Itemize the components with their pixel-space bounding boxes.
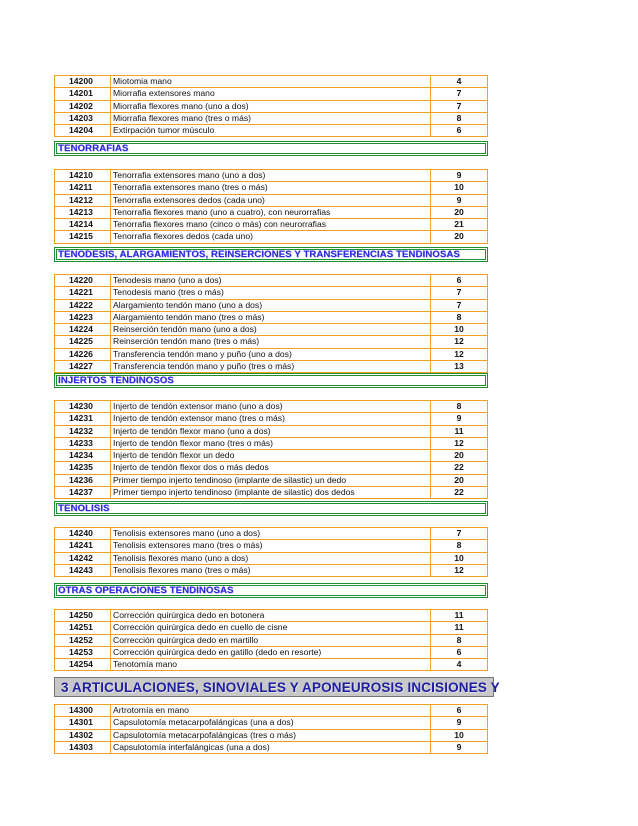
procedure-value: 8 (456, 311, 462, 322)
procedure-code: 14250 (55, 610, 111, 621)
procedure-table (54, 274, 488, 373)
procedure-description: Injerto de tendón flexor mano (tres o más) (111, 438, 431, 449)
procedure-description: Tenolisis flexores mano (tres o más) (111, 565, 431, 576)
table-row (55, 230, 487, 242)
procedure-value: 4 (456, 659, 462, 670)
section-header (54, 501, 488, 516)
procedure-description: Tenorrafia flexores mano (uno a cuatro), con neurorrafias (111, 207, 431, 218)
section-header (54, 583, 488, 598)
table-row (55, 275, 487, 286)
table-row (55, 124, 487, 136)
procedure-code: 14300 (55, 705, 111, 716)
table-row (55, 610, 487, 621)
procedure-table (54, 609, 488, 671)
table-row (55, 425, 487, 437)
procedure-value: 10 (454, 552, 464, 563)
procedure-description: Primer tiempo injerto tendinoso (implante de silastic) un dedo (111, 475, 431, 486)
procedure-value: 12 (454, 437, 464, 448)
section-title: TENOLISIS (58, 503, 110, 514)
table-row (55, 716, 487, 728)
table-row (55, 311, 487, 323)
procedure-table (54, 400, 488, 499)
procedure-code: 14204 (55, 125, 111, 136)
procedure-description: Tenorrafia flexores dedos (cada uno) (111, 231, 431, 242)
table-row (55, 323, 487, 335)
procedure-code: 14222 (55, 300, 111, 311)
procedure-code: 14214 (55, 219, 111, 230)
procedure-value: 20 (454, 450, 464, 461)
procedure-value: 7 (456, 299, 462, 310)
procedure-value: 6 (456, 705, 462, 715)
procedure-description: Alargamiento tendón mano (tres o más) (111, 312, 431, 323)
procedure-code: 14220 (55, 275, 111, 286)
procedure-code: 14225 (55, 336, 111, 347)
procedure-value: 9 (456, 194, 462, 205)
procedure-value: 8 (456, 401, 462, 411)
procedure-code: 14223 (55, 312, 111, 323)
table-row (55, 401, 487, 412)
section-title: 3 ARTICULACIONES, SINOVIALES Y APONEUROSIS INCISIONES Y (61, 680, 500, 695)
procedure-value: 12 (454, 348, 464, 359)
table-row (55, 437, 487, 449)
procedure-code: 14236 (55, 475, 111, 486)
table-row (55, 658, 487, 670)
procedure-code: 14234 (55, 450, 111, 461)
procedure-value: 9 (456, 413, 462, 424)
table-row (55, 335, 487, 347)
procedure-description: Miorrafia flexores mano (uno a dos) (111, 101, 431, 112)
procedure-code: 14211 (55, 182, 111, 193)
procedure-description: Miorrafia extensores mano (111, 88, 431, 99)
table-row (55, 646, 487, 658)
procedure-code: 14301 (55, 717, 111, 728)
procedure-code: 14200 (55, 76, 111, 87)
procedure-value: 20 (454, 206, 464, 217)
table-row (55, 218, 487, 230)
procedure-value: 22 (454, 462, 464, 473)
table-row (55, 461, 487, 473)
section-title: TENODESIS, ALARGAMIENTOS, REINSERCIONES Y TRANSFERENCIAS TENDINOSAS (58, 249, 460, 260)
procedure-description: Injerto de tendón extensor mano (uno a dos) (111, 401, 431, 412)
table-row (55, 552, 487, 564)
table-row (55, 474, 487, 486)
section-title: INJERTOS TENDINOSOS (58, 375, 174, 386)
procedure-description: Tenotomía mano (111, 659, 431, 670)
procedure-description: Tenorrafia extensores mano (uno a dos) (111, 170, 431, 181)
section-header (54, 677, 500, 697)
procedure-code: 14240 (55, 528, 111, 539)
procedure-description: Injerto de tendón flexor dos o más dedos (111, 462, 431, 473)
table-row (55, 194, 487, 206)
procedure-description: Tenolisis flexores mano (uno a dos) (111, 553, 431, 564)
procedure-description: Transferencia tendón mano y puño (tres o más) (111, 361, 431, 372)
procedure-table (54, 704, 488, 754)
table-row (55, 621, 487, 633)
table-row (55, 181, 487, 193)
table-row (55, 539, 487, 551)
procedure-code: 14213 (55, 207, 111, 218)
procedure-code: 14221 (55, 287, 111, 298)
procedure-code: 14231 (55, 413, 111, 424)
table-row (55, 449, 487, 461)
procedure-code: 14254 (55, 659, 111, 670)
procedure-description: Reinserción tendón mano (uno a dos) (111, 324, 431, 335)
procedure-code: 14302 (55, 730, 111, 741)
procedure-code: 14242 (55, 553, 111, 564)
procedure-value: 21 (454, 219, 464, 230)
procedure-description: Corrección quirúrgica dedo en botonera (111, 610, 431, 621)
procedure-code: 14201 (55, 88, 111, 99)
table-row (55, 705, 487, 716)
procedure-code: 14212 (55, 195, 111, 206)
procedure-table (54, 169, 488, 244)
procedure-value: 6 (456, 646, 462, 657)
procedure-code: 14210 (55, 170, 111, 181)
procedure-value: 11 (454, 622, 464, 633)
procedure-description: Capsulotomía metacarpofalángicas (una a dos) (111, 717, 431, 728)
procedure-code: 14232 (55, 426, 111, 437)
procedure-value: 7 (456, 88, 462, 99)
procedure-value: 6 (456, 275, 462, 285)
procedure-value: 8 (456, 540, 462, 551)
section-header (54, 141, 488, 156)
procedure-code: 14227 (55, 361, 111, 372)
procedure-code: 14241 (55, 540, 111, 551)
procedure-description: Capsulotomía metacarpofalángicas (tres o más) (111, 730, 431, 741)
procedure-code: 14202 (55, 101, 111, 112)
section-header (54, 373, 488, 388)
procedure-value: 7 (456, 528, 462, 538)
procedure-value: 10 (454, 182, 464, 193)
procedure-value: 6 (456, 125, 462, 136)
table-row (55, 564, 487, 576)
table-row (55, 286, 487, 298)
procedure-description: Tenolisis extensores mano (uno a dos) (111, 528, 431, 539)
procedure-description: Injerto de tendón extensor mano (tres o más) (111, 413, 431, 424)
procedure-table (54, 75, 488, 137)
procedure-description: Tenodesis mano (uno a dos) (111, 275, 431, 286)
procedure-description: Miotomia mano (111, 76, 431, 87)
procedure-description: Extirpación tumor músculo (111, 125, 431, 136)
procedure-value: 20 (454, 231, 464, 242)
table-row (55, 170, 487, 181)
procedure-value: 12 (454, 564, 464, 575)
procedure-description: Tenorrafia extensores mano (tres o más) (111, 182, 431, 193)
procedure-code: 14251 (55, 622, 111, 633)
procedure-code: 14253 (55, 647, 111, 658)
procedure-description: Corrección quirúrgica dedo en martillo (111, 635, 431, 646)
procedure-value: 11 (454, 425, 464, 436)
procedure-value: 12 (454, 336, 464, 347)
procedure-code: 14230 (55, 401, 111, 412)
table-row (55, 528, 487, 539)
procedure-value: 13 (454, 361, 464, 372)
table-row (55, 360, 487, 372)
procedure-code: 14203 (55, 113, 111, 124)
procedure-value: 10 (454, 324, 464, 335)
section-title: OTRAS OPERACIONES TENDINOSAS (58, 585, 234, 596)
procedure-value: 8 (456, 634, 462, 645)
procedure-description: Transferencia tendón mano y puño (uno a dos) (111, 349, 431, 360)
procedure-value: 20 (454, 474, 464, 485)
procedure-value: 11 (454, 610, 464, 620)
procedure-value: 9 (456, 741, 462, 752)
procedure-description: Tenolisis extensores mano (tres o más) (111, 540, 431, 551)
procedure-description: Primer tiempo injerto tendinoso (implante de silastic) dos dedos (111, 487, 431, 498)
procedure-description: Reinserción tendón mano (tres o más) (111, 336, 431, 347)
section-header (54, 247, 488, 262)
procedure-description: Tenorrafia flexores mano (cinco o más) con neurorrafias (111, 219, 431, 230)
procedure-description: Corrección quirúrgica dedo en gatillo (dedo en resorte) (111, 647, 431, 658)
procedure-description: Corrección quirúrgica dedo en cuello de cisne (111, 622, 431, 633)
procedure-value: 9 (456, 717, 462, 728)
procedure-value: 22 (454, 487, 464, 498)
table-row (55, 87, 487, 99)
table-row (55, 741, 487, 753)
table-row (55, 76, 487, 87)
table-row (55, 112, 487, 124)
procedure-value: 9 (456, 170, 462, 180)
table-row (55, 412, 487, 424)
procedure-table (54, 527, 488, 577)
procedure-description: Capsulotomía interfalángicas (una a dos) (111, 742, 431, 753)
table-row (55, 634, 487, 646)
procedure-description: Alargamiento tendón mano (uno a dos) (111, 300, 431, 311)
table-row (55, 729, 487, 741)
procedure-description: Miorrafia flexores mano (tres o más) (111, 113, 431, 124)
procedure-value: 10 (454, 729, 464, 740)
procedure-description: Injerto de tendón flexor mano (uno a dos) (111, 426, 431, 437)
table-row (55, 100, 487, 112)
procedure-description: Injerto de tendón flexor un dedo (111, 450, 431, 461)
procedure-code: 14252 (55, 635, 111, 646)
procedure-code: 14237 (55, 487, 111, 498)
table-row (55, 486, 487, 498)
procedure-value: 8 (456, 112, 462, 123)
procedure-code: 14243 (55, 565, 111, 576)
procedure-code: 14215 (55, 231, 111, 242)
procedure-description: Tenorrafia extensores dedos (cada uno) (111, 195, 431, 206)
table-row (55, 299, 487, 311)
procedure-value: 7 (456, 287, 462, 298)
procedure-code: 14224 (55, 324, 111, 335)
procedure-value: 7 (456, 100, 462, 111)
procedure-code: 14233 (55, 438, 111, 449)
table-row (55, 348, 487, 360)
procedure-code: 14226 (55, 349, 111, 360)
procedure-value: 4 (456, 76, 462, 86)
procedure-description: Tenodesis mano (tres o más) (111, 287, 431, 298)
table-row (55, 206, 487, 218)
procedure-code: 14303 (55, 742, 111, 753)
procedure-code: 14235 (55, 462, 111, 473)
section-title: TENORRAFIAS (58, 143, 129, 154)
procedure-description: Artrotomía en mano (111, 705, 431, 716)
